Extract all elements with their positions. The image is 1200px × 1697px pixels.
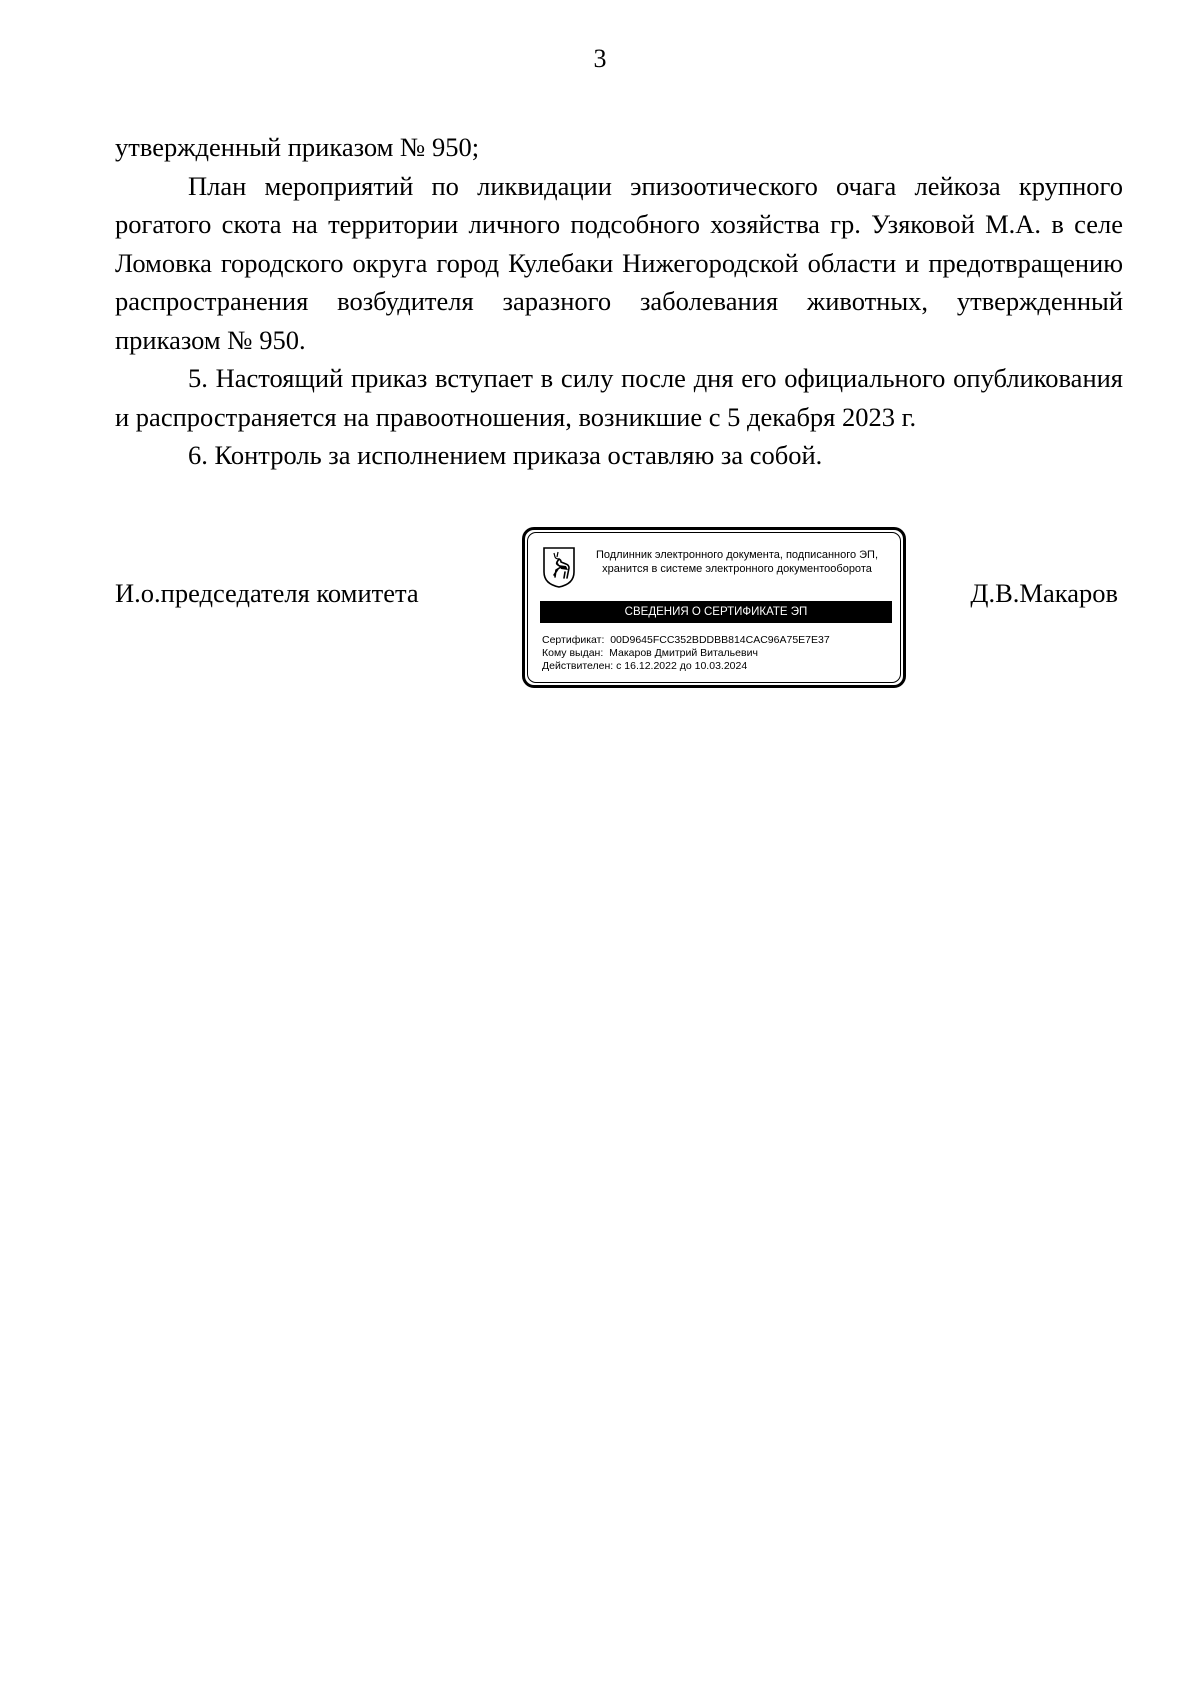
certificate-label: Сертификат: [542, 634, 605, 646]
signatory-name: Д.В.Макаров [970, 578, 1118, 608]
electronic-signature-stamp [522, 527, 906, 688]
paragraph: 5. Настоящий приказ вступает в силу после дня его официального опубликования и распространяется на правоотношения, возникшие с 5 декабря 2023 г. [115, 363, 1123, 432]
paragraph: План мероприятий по ликвидации эпизоотического очага лейкоза крупного рогатого скота на территории личного подсобного хозяйства гр. Узяковой М.А. в селе Ломовка городского округа город Кулебаки Нижегородской области и предотвращению распространения возбудителя заразного заболевания животных, утвержденный приказом № 950. [115, 170, 1123, 355]
page-number: 3 [593, 44, 607, 73]
valid-row [542, 660, 830, 673]
stamp-header-line: Подлинник электронного документа, подписанного ЭП, [595, 549, 879, 561]
paragraph: 6. Контроль за исполнением приказа оставляю за собой. [188, 440, 823, 470]
signatory-position: И.о.председателя комитета [115, 578, 419, 608]
issued-to-value: Макаров Дмитрий Витальевич [609, 647, 758, 659]
issued-to-row [542, 647, 830, 660]
document-body [115, 128, 1123, 475]
stamp-banner: СВЕДЕНИЯ О СЕРТИФИКАТЕ ЭП [540, 601, 892, 623]
stamp-details [542, 634, 830, 673]
valid-value: с 16.12.2022 до 10.03.2024 [616, 660, 748, 672]
stamp-header [579, 548, 895, 576]
coat-of-arms-deer-icon [542, 546, 576, 588]
certificate-row [542, 634, 830, 647]
certificate-value: 00D9645FCC352BDDBB814CAC96A75E7E37 [610, 634, 830, 646]
paragraph: утвержденный приказом № 950; [115, 132, 480, 162]
valid-label: Действителен: [542, 660, 614, 672]
stamp-header-line: хранится в системе электронного документооборота [602, 563, 872, 575]
issued-to-label: Кому выдан: [542, 647, 604, 659]
